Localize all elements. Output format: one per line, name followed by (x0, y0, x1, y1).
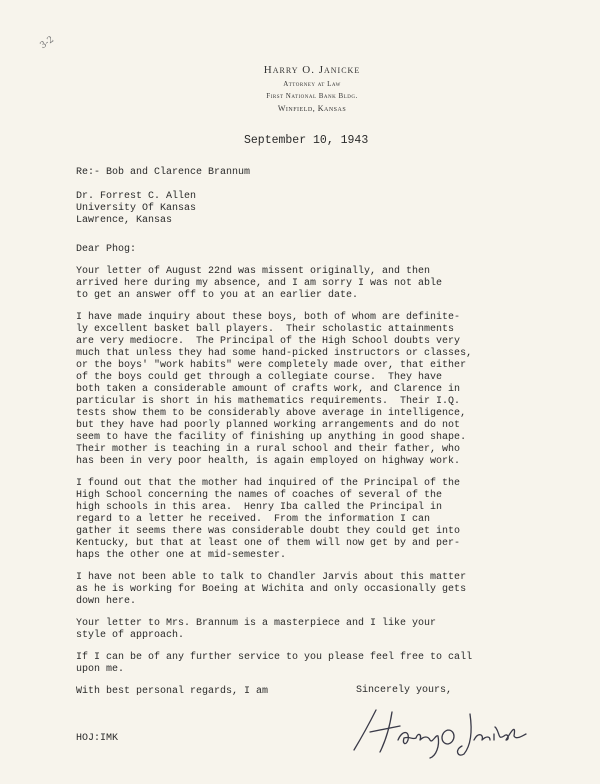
body-line: down here. (76, 596, 137, 607)
body-line: arrived here during my absence, and I am sorry I was not able (76, 278, 443, 289)
body-line: style of approach. (76, 630, 185, 641)
letterhead-name: Harry O. Janicke (263, 64, 361, 76)
body-line: I have not been able to talk to Chandler Jarvis about this matter (76, 572, 467, 583)
body-line: Your letter of August 22nd was missent originally, and then (76, 266, 431, 277)
body-paragraph (76, 312, 576, 468)
subject-line: Re:- Bob and Clarence Brannum (76, 167, 251, 178)
body-line: high schools in this area. Henry Iba called the Principal in (76, 502, 443, 513)
margin-mark: 3-2 (38, 34, 57, 52)
body-line: both taken a considerable amount of crafts work, and Clarence in (76, 384, 461, 395)
typist-initials: HOJ:IMK (76, 733, 119, 744)
recipient-address (76, 191, 196, 227)
body-line: has been in very poor health, is again employed on highway work. (76, 456, 461, 467)
body-line: as he is working for Boeing at Wichita and only occasionally gets (76, 584, 467, 595)
body-line: With best personal regards, I am (76, 686, 269, 697)
body-line: haps the other one at mid-semester. (76, 550, 287, 561)
body-paragraph (76, 618, 576, 642)
body-line: upon me. (76, 664, 125, 675)
body-line: High School concerning the names of coaches of several of the (76, 490, 443, 501)
body-line: or the boys' "work habits" were completely made over, that either (76, 360, 467, 371)
body-line: much that unless they had some hand-picked instructors or classes, (76, 348, 473, 359)
body-paragraph (76, 572, 576, 608)
body-line: Your letter to Mrs. Brannum is a masterpiece and I like your (76, 618, 437, 629)
signature (340, 700, 540, 760)
body-line: I found out that the mother had inquired of the Principal of the (76, 478, 461, 489)
body-line: particular is short in his mathematics requirements. Their I.Q. (76, 396, 461, 407)
letterhead-title: Attorney at Law (283, 80, 341, 88)
letter-date: September 10, 1943 (244, 134, 369, 147)
body-line: Kentucky, but that at least one of them will now get by and per- (76, 538, 461, 549)
body-line: but they have had poorly planned working arrangements and do not (76, 420, 461, 431)
body-line: tests show them to be considerably above average in intelligence, (76, 408, 467, 419)
body-line: seem to have the facility of finishing up anything in good shape. (76, 432, 467, 443)
body-paragraph (76, 478, 576, 562)
recipient-line: Dr. Forrest C. Allen (76, 191, 197, 202)
body-line: gather it seems there was considerable doubt they could get into (76, 526, 461, 537)
closing: Sincerely yours, (356, 685, 453, 696)
recipient-line: Lawrence, Kansas (76, 215, 173, 226)
letter-body (76, 266, 576, 708)
recipient-line: University Of Kansas (76, 203, 197, 214)
body-paragraph (76, 686, 576, 698)
body-line: ly excellent basket ball players. Their scholastic attainments (76, 324, 455, 335)
body-line: of the boys could get through a collegiate course. They have (76, 372, 443, 383)
body-line: I have made inquiry about these boys, both of whom are definite- (76, 312, 461, 323)
body-line: Their mother is teaching in a rural school and their father, who (76, 444, 461, 455)
salutation: Dear Phog: (76, 244, 137, 255)
body-line: regard to a letter he received. From the information I can (76, 514, 431, 525)
body-line: to get an answer off to you at an earlier date. (76, 290, 359, 301)
body-paragraph (76, 266, 576, 302)
body-line: are very mediocre. The Principal of the High School doubts very (76, 336, 461, 347)
letterhead-city: Winfield, Kansas (277, 104, 347, 113)
letterhead-address: First National Bank Bldg. (266, 92, 358, 100)
body-paragraph (76, 652, 576, 676)
letterhead (0, 64, 600, 113)
body-line: If I can be of any further service to you please feel free to call (76, 652, 473, 663)
